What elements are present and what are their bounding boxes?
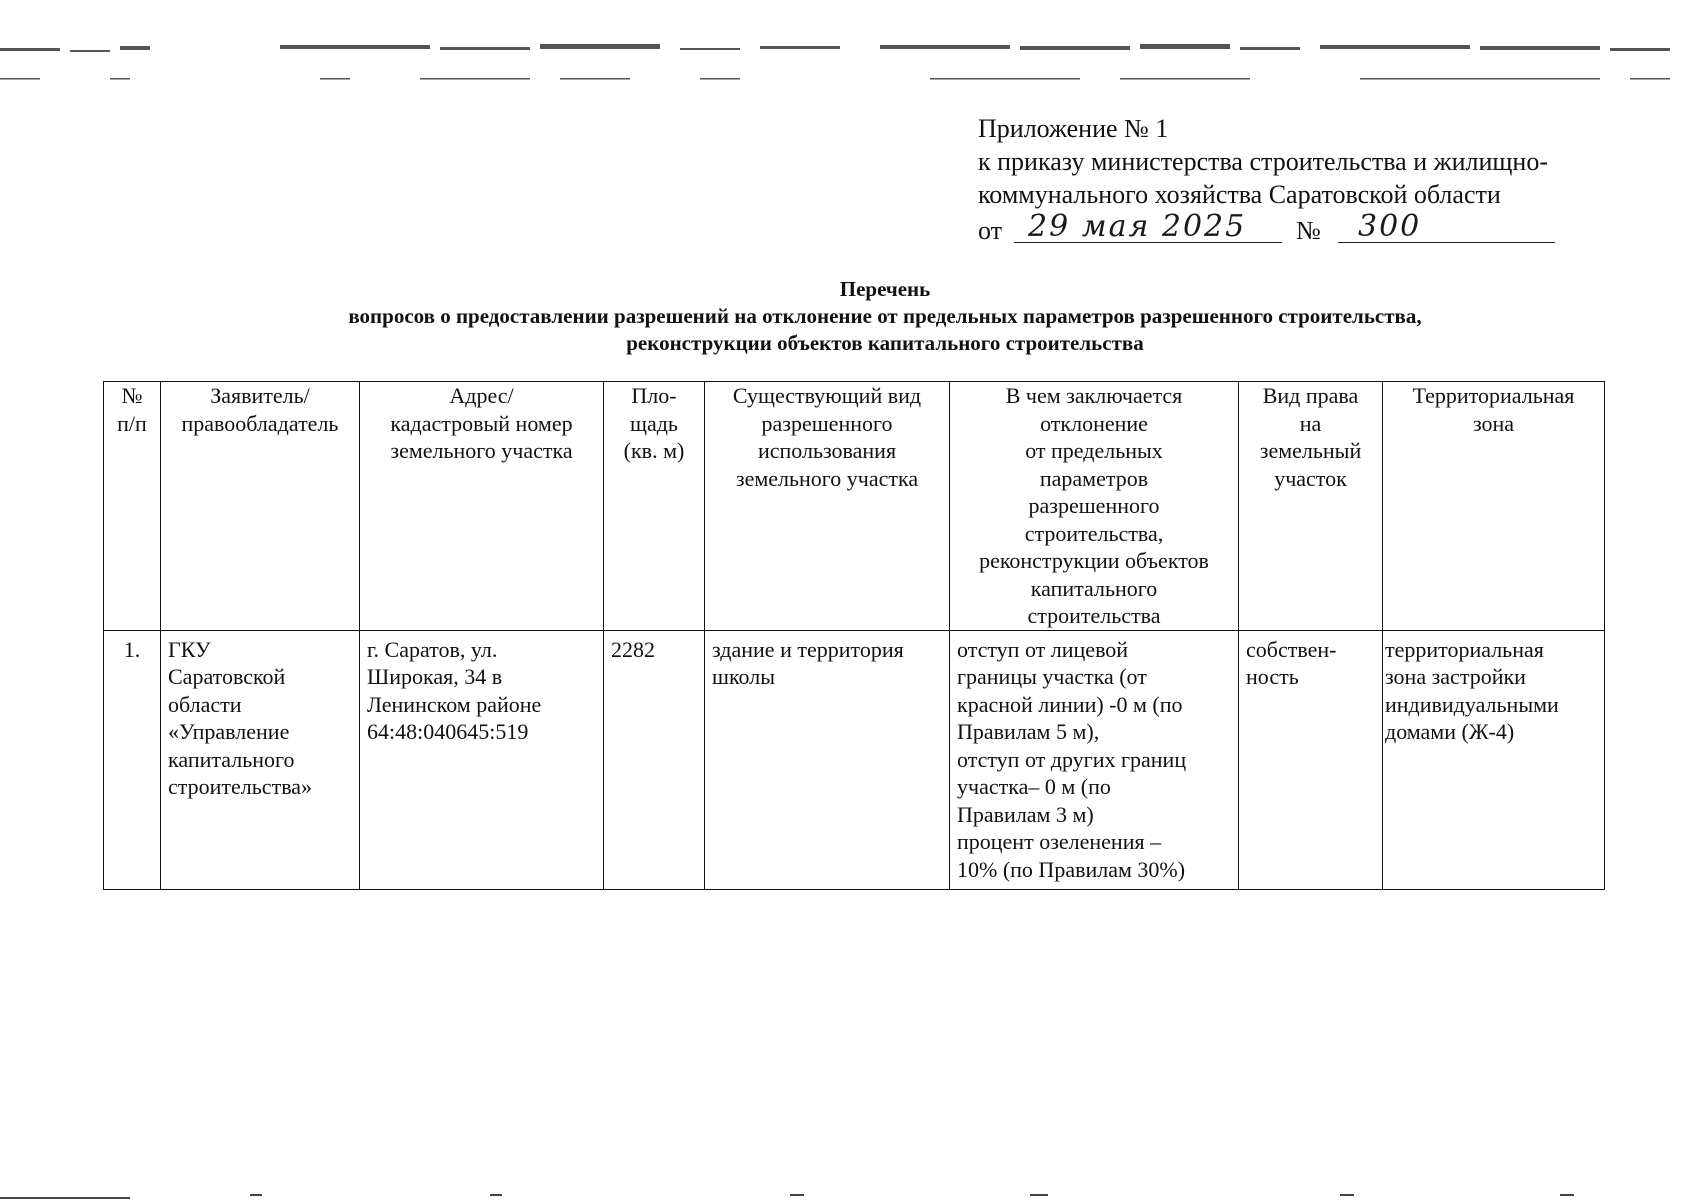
header-deviation: В чем заключается отклонение от предельных параметров разрешенного строительства, реконструкции объектов капитального строительства (950, 382, 1239, 631)
number-label: № (1296, 216, 1321, 245)
header-number: № п/п (104, 382, 161, 631)
cell-deviation: отступ от лицевой границы участка (от красной линии) -0 м (по Правилам 5 м), отступ от других границ участка– 0 м (по Правилам 3 м) процент озеленения – 10% (по Правилам 30%) (950, 630, 1239, 889)
cell-right-type: собствен- ность (1239, 630, 1383, 889)
header-area: Пло- щадь (кв. м) (604, 382, 705, 631)
appendix-number: Приложение № 1 (978, 114, 1169, 143)
scan-marks-bottom (0, 1188, 1697, 1200)
cell-zone: территориальная зона застройки индивидуальными домами (Ж-4) (1383, 630, 1605, 889)
cell-applicant: ГКУ Саратовской области «Управление капитального строительства» (161, 630, 360, 889)
cell-number: 1. (104, 630, 161, 889)
title-line-3: реконструкции объектов капитального строительства (626, 331, 1144, 355)
title-line-1: Перечень (839, 277, 931, 301)
number-handwritten: 300 (1358, 209, 1422, 244)
appendix-order-line-2: коммунального хозяйства Саратовской области (978, 180, 1501, 209)
cell-existing-use: здание и территория школы (705, 630, 950, 889)
header-applicant: Заявитель/ правообладатель (161, 382, 360, 631)
appendix-order-line-1: к приказу министерства строительства и жилищно- (978, 147, 1548, 176)
table-header-row (104, 382, 1605, 631)
scan-noise (0, 40, 1697, 90)
cell-address: г. Саратов, ул. Широкая, 34 в Ленинском районе 64:48:040645:519 (360, 630, 604, 889)
permits-table (103, 381, 1605, 890)
document-title (120, 276, 1650, 357)
header-right-type: Вид права на земельный участок (1239, 382, 1383, 631)
header-address: Адрес/ кадастровый номер земельного участка (360, 382, 604, 631)
appendix-date-line (978, 211, 1658, 247)
date-handwritten: 29 мая 2025 (1028, 209, 1247, 244)
header-zone: Территориальная зона (1383, 382, 1605, 631)
table-row (104, 630, 1605, 889)
title-line-2: вопросов о предоставлении разрешений на отклонение от предельных параметров разрешенного строительства, (348, 304, 1422, 328)
cell-area: 2282 (604, 630, 705, 889)
from-label: от (978, 216, 1003, 245)
header-existing-use: Существующий вид разрешенного использования земельного участка (705, 382, 950, 631)
appendix-header (978, 112, 1658, 247)
